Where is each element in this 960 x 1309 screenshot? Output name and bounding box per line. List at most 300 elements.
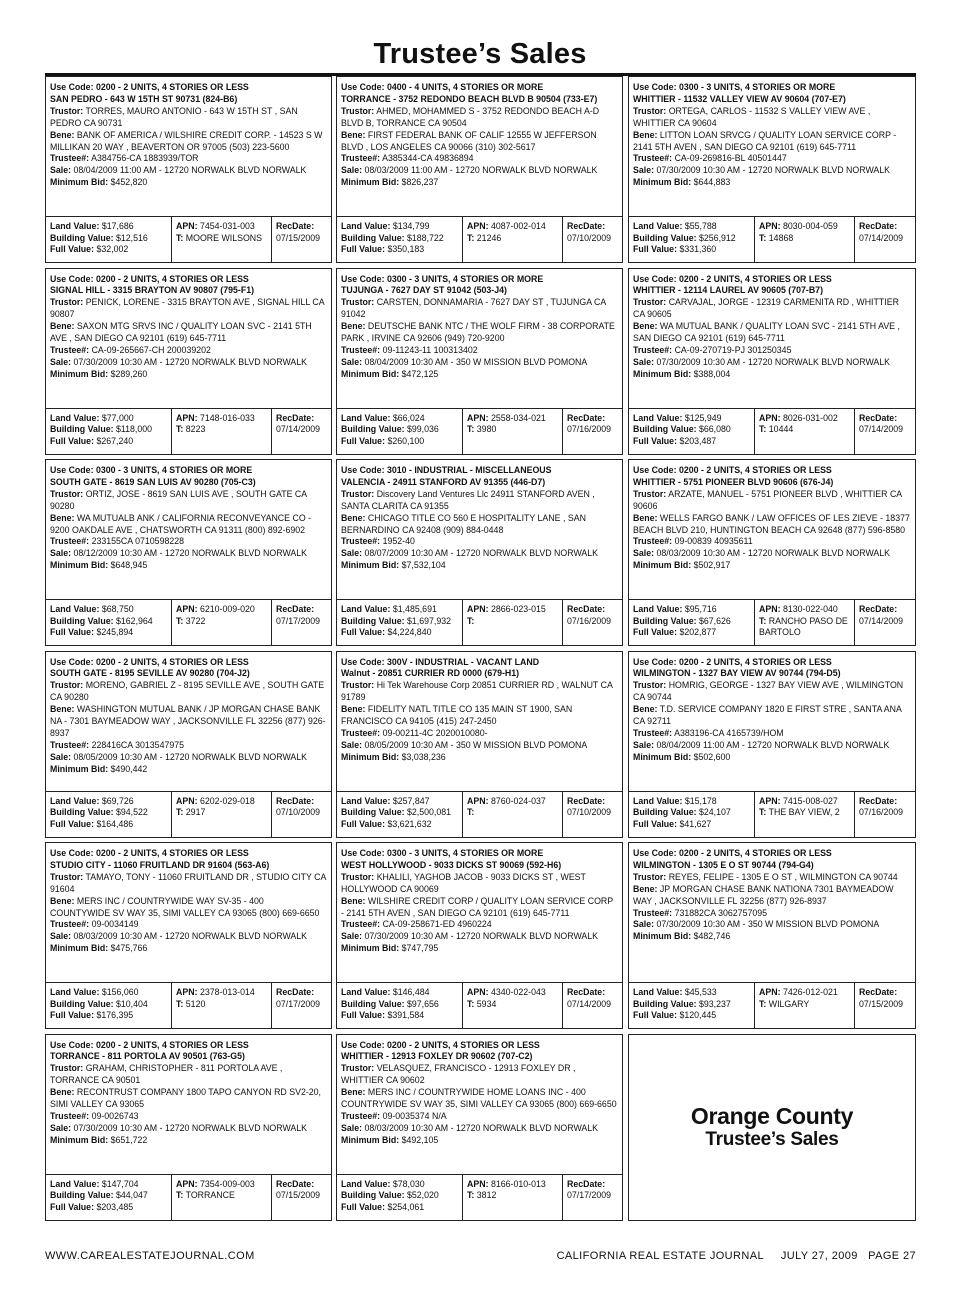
tract-label: T: — [467, 807, 475, 817]
trustor — [633, 489, 910, 513]
land-value-value: $125,949 — [684, 412, 722, 423]
minimum-bid-label: Minimum Bid: — [341, 1134, 400, 1145]
sale-info — [341, 931, 617, 943]
minimum-bid-label: Minimum Bid: — [50, 177, 109, 188]
full-value — [50, 436, 168, 448]
trustor-label: Trustor: — [633, 871, 667, 882]
tract — [467, 233, 559, 245]
full-value-label: Full Value: — [341, 244, 385, 254]
trustee-number-label: Trustee#: — [50, 344, 90, 355]
sale-info-value: 07/30/2009 10:30 AM - 12720 NORWALK BLVD NORWALK — [73, 1122, 308, 1133]
minimum-bid-label: Minimum Bid: — [633, 751, 692, 762]
beneficiary — [633, 704, 910, 728]
trustor-label: Trustor: — [341, 1063, 375, 1074]
apn-column — [171, 217, 271, 262]
sale-info-value: 08/03/2009 10:30 AM - 12720 NORWALK BLVD NORWALK — [73, 931, 308, 942]
recdate-value: 07/15/2009 — [276, 1190, 321, 1200]
trustee-number — [341, 1111, 617, 1123]
trustor-label: Trustor: — [50, 680, 84, 691]
tract — [176, 233, 268, 245]
trustee-number — [633, 908, 910, 920]
building-value — [633, 424, 751, 436]
apn-label: APN: — [176, 795, 198, 806]
trustee-number-value: 1952-40 — [382, 536, 415, 547]
sale-info — [633, 919, 910, 931]
recdate-value: 07/17/2009 — [567, 1190, 612, 1200]
land-value — [633, 413, 751, 425]
recdate-value: 07/16/2009 — [859, 807, 904, 817]
trustor — [633, 680, 910, 704]
land-value-value: $78,030 — [392, 1178, 425, 1189]
values-column — [46, 600, 171, 645]
valuation-strip — [337, 791, 622, 837]
land-value-label: Land Value: — [633, 795, 683, 806]
apn — [176, 796, 268, 808]
property-address: VALENCIA - 24911 STANFORD AV 91355 (446-D7) — [341, 476, 546, 487]
building-value-value: $24,107 — [699, 807, 731, 817]
beneficiary-value: DEUTSCHE BANK NTC / THE WOLF FIRM - 38 CORPORATE PARK , IRVINE CA 92606 (949) 720-9200 — [341, 321, 615, 344]
beneficiary-value: FIRST FEDERAL BANK OF CALIF 12555 W JEFFERSON BLVD , LOS ANGELES CA 90066 (310) 302-5617 — [341, 129, 597, 152]
minimum-bid-value: $472,125 — [401, 368, 439, 379]
trustee-number-value: A384756-CA 1883939/TOR — [91, 153, 199, 164]
trustee-number — [341, 153, 617, 165]
tract — [467, 999, 559, 1011]
beneficiary-label: Bene: — [341, 895, 366, 906]
trustor-value: TORRES, MAURO ANTONIO - 643 W 15TH ST , SAN PEDRO CA 90731 — [50, 105, 298, 128]
beneficiary-value: SAXON MTG SRVS INC / QUALITY LOAN SVC - 2141 5TH AVE , SAN DIEGO CA 92101 (619) 645-7711 — [50, 321, 312, 344]
recdate-column — [854, 792, 915, 837]
promo-text — [629, 1103, 915, 1151]
property-address: SOUTH GATE - 8619 SAN LUIS AV 90280 (705-C3) — [50, 476, 256, 487]
tract — [467, 1190, 559, 1202]
trustor-label: Trustor: — [341, 105, 375, 116]
land-value — [50, 796, 168, 808]
sale-info-value: 08/05/2009 10:30 AM - 12720 NORWALK BLVD NORWALK — [73, 751, 308, 762]
property-address: WEST HOLLYWOOD - 9033 DICKS ST 90069 (592-H6) — [341, 859, 562, 870]
minimum-bid-label: Minimum Bid: — [633, 368, 692, 379]
listing-body — [50, 82, 326, 189]
apn — [467, 413, 559, 425]
recdate-value: 07/10/2009 — [567, 232, 612, 243]
sale-info — [633, 165, 910, 177]
land-value-label: Land Value: — [50, 1178, 100, 1189]
recdate-label: RecDate: — [567, 412, 606, 423]
apn — [467, 604, 559, 616]
full-value-label: Full Value: — [341, 818, 385, 829]
full-value-value: $3,621,632 — [387, 818, 432, 829]
building-value — [633, 807, 751, 819]
minimum-bid-label: Minimum Bid: — [50, 763, 109, 774]
trustor-value: MORENO, GABRIEL Z - 8195 SEVILLE AVE , SOUTH GATE CA 90280 — [50, 680, 325, 703]
use-code: Use Code: 0200 - 2 UNITS, 4 STORIES OR LESS — [633, 465, 832, 475]
property-address: WHITTIER - 5751 PIONEER BLVD 90606 (676-J4) — [633, 476, 834, 487]
minimum-bid — [50, 943, 326, 955]
sale-info-label: Sale: — [341, 931, 363, 942]
land-value-value: $156,060 — [101, 987, 139, 997]
trustor — [341, 489, 617, 513]
sale-info-value: 08/04/2009 11:00 AM - 12720 NORWALK BLVD NORWALK — [656, 739, 890, 750]
tract — [176, 999, 268, 1011]
tract-value: THE BAY VIEW, 2 — [768, 807, 840, 817]
land-value-value: $77,000 — [101, 412, 134, 423]
apn-label: APN: — [759, 221, 781, 231]
apn — [759, 413, 851, 425]
building-value-label: Building Value: — [633, 807, 697, 817]
beneficiary — [50, 704, 326, 740]
sale-info-label: Sale: — [341, 1122, 363, 1133]
use-code: Use Code: 0200 - 2 UNITS, 4 STORIES OR LESS — [633, 273, 832, 284]
minimum-bid-value: $502,917 — [693, 560, 731, 571]
trustee-number — [341, 536, 617, 548]
building-value-label: Building Value: — [50, 998, 114, 1009]
values-column — [337, 409, 462, 454]
listing-body — [341, 1040, 617, 1147]
land-value-label: Land Value: — [341, 221, 391, 231]
apn — [467, 1179, 559, 1191]
trustee-number-label: Trustee#: — [633, 727, 673, 738]
tract-value: WILGARY — [768, 998, 810, 1009]
full-value-value: $203,485 — [96, 1201, 134, 1212]
footer-publication: CALIFORNIA REAL ESTATE JOURNAL JULY 27, 2009 PAGE 27 — [556, 1250, 916, 1262]
beneficiary-label: Bene: — [50, 895, 75, 906]
minimum-bid-label: Minimum Bid: — [633, 560, 692, 571]
trustor-value: HOMRIG, GEORGE - 1327 BAY VIEW AVE , WILMINGTON CA 90744 — [633, 680, 904, 703]
trustee-number-label: Trustee#: — [341, 344, 381, 355]
sale-info-value: 07/30/2009 10:30 AM - 12720 NORWALK BLVD NORWALK — [656, 356, 891, 367]
minimum-bid-value: $452,820 — [110, 177, 148, 188]
tract-label: T: — [176, 807, 184, 817]
building-value — [633, 616, 751, 628]
building-value-label: Building Value: — [341, 615, 405, 626]
building-value-value: $12,516 — [116, 232, 148, 243]
trustee-number-value: 09-00211-4C 2020010080- — [382, 727, 488, 738]
tract-value: 2917 — [185, 807, 206, 817]
trustor-value: ORTEGA, CARLOS - 11532 S VALLEY VIEW AVE , WHITTIER CA 90604 — [633, 105, 871, 128]
beneficiary-label: Bene: — [50, 704, 75, 715]
tract-value: 3980 — [476, 424, 497, 434]
values-column — [629, 983, 754, 1028]
use-code: Use Code: 0200 - 2 UNITS, 4 STORIES OR LESS — [633, 656, 832, 667]
valuation-strip — [629, 599, 915, 645]
recdate-label: RecDate: — [859, 987, 898, 997]
apn-column — [754, 792, 854, 837]
full-value — [341, 1010, 459, 1022]
tract-label: T: — [759, 232, 767, 243]
sale-info-label: Sale: — [633, 739, 655, 750]
trustee-number-label: Trustee#: — [50, 536, 90, 547]
land-value-label: Land Value: — [341, 795, 391, 806]
trustor — [633, 872, 910, 884]
full-value — [341, 627, 459, 639]
sale-info-label: Sale: — [341, 165, 363, 176]
recdate-label: RecDate: — [567, 221, 606, 231]
minimum-bid — [633, 369, 910, 381]
beneficiary — [50, 321, 326, 345]
recdate-column — [271, 600, 331, 645]
building-value-value: $2,500,081 — [407, 807, 452, 817]
apn-label: APN: — [759, 795, 781, 806]
full-value — [341, 819, 459, 831]
full-value-value: $350,183 — [387, 244, 425, 254]
sale-info — [341, 357, 617, 369]
apn-column — [462, 792, 562, 837]
land-value-label: Land Value: — [633, 987, 683, 997]
building-value-label: Building Value: — [341, 807, 405, 817]
building-value-label: Building Value: — [50, 807, 114, 817]
use-code: Use Code: 0200 - 2 UNITS, 4 STORIES OR LESS — [50, 82, 249, 92]
tract — [176, 424, 268, 436]
sale-info-value: 07/30/2009 10:30 AM - 12720 NORWALK BLVD NORWALK — [364, 931, 599, 942]
beneficiary — [633, 130, 910, 154]
trustee-number-label: Trustee#: — [341, 153, 381, 164]
property-address: Walnut - 20851 CURRIER RD 0000 (679-H1) — [341, 668, 520, 679]
land-value — [341, 221, 459, 233]
use-code: Use Code: 0200 - 2 UNITS, 4 STORIES OR LESS — [341, 1039, 540, 1050]
minimum-bid — [633, 931, 910, 943]
sale-info — [341, 165, 617, 177]
listing-card — [628, 76, 916, 263]
sale-info — [341, 548, 617, 560]
property-address: TORRANCE - 3752 REDONDO BEACH BLVD B 90504 (733-E7) — [341, 93, 598, 104]
recdate-column — [854, 409, 915, 454]
minimum-bid-value: $388,004 — [693, 368, 731, 379]
tract-value: 3812 — [476, 1190, 497, 1200]
listing-body — [633, 82, 910, 189]
valuation-strip — [629, 408, 915, 454]
land-value — [633, 987, 751, 999]
apn-value: 7415-008-027 — [782, 795, 838, 806]
trustee-number — [633, 536, 910, 548]
listing-card — [628, 268, 916, 455]
listing-card — [45, 268, 332, 455]
apn — [759, 796, 851, 808]
sale-info-label: Sale: — [50, 931, 72, 942]
full-value — [633, 244, 751, 256]
full-value-label: Full Value: — [50, 435, 94, 446]
sale-info-value: 07/30/2009 10:30 AM - 12720 NORWALK BLVD NORWALK — [656, 165, 891, 176]
apn-label: APN: — [467, 1178, 489, 1189]
sale-info-label: Sale: — [50, 165, 72, 176]
sale-info-label: Sale: — [633, 356, 655, 367]
valuation-strip — [337, 599, 622, 645]
sale-info-label: Sale: — [341, 739, 363, 750]
tract — [759, 424, 851, 436]
tract-label: T: — [176, 1190, 184, 1200]
trustor-value: Discovery Land Ventures Llc 24911 STANFORD AVEN , SANTA CLARITA CA 91355 — [341, 488, 595, 511]
land-value-label: Land Value: — [341, 604, 391, 614]
beneficiary-label: Bene: — [633, 704, 658, 715]
apn-value: 8030-004-059 — [782, 221, 838, 231]
apn-column — [462, 600, 562, 645]
values-column — [337, 792, 462, 837]
recdate-label: RecDate: — [276, 412, 315, 423]
apn — [176, 413, 268, 425]
tract-value: TORRANCE — [185, 1190, 235, 1200]
orange-county-promo[interactable] — [628, 1034, 916, 1221]
sale-info — [50, 752, 326, 764]
full-value-value: $4,224,840 — [387, 627, 432, 637]
tract-label: T: — [467, 424, 475, 434]
beneficiary-value: WELLS FARGO BANK / LAW OFFICES OF LES ZIEVE - 18377 BEACH BLVD 210, HUNTINGTON BEACH CA 92648 (877) 596-8580 — [633, 512, 910, 535]
building-value — [50, 616, 168, 628]
tract — [759, 233, 851, 245]
building-value-value: $1,697,932 — [407, 615, 452, 626]
trustee-number-value: A385344-CA 49836894 — [382, 153, 474, 164]
full-value-label: Full Value: — [633, 1010, 677, 1020]
building-value — [50, 999, 168, 1011]
full-value — [50, 819, 168, 831]
recdate-label: RecDate: — [276, 604, 315, 614]
recdate-value: 07/14/2009 — [567, 998, 612, 1009]
sale-info-value: 08/07/2009 10:30 AM - 12720 NORWALK BLVD NORWALK — [364, 548, 599, 559]
trustee-number-label: Trustee#: — [341, 1110, 381, 1121]
apn-label: APN: — [176, 604, 198, 614]
listing-body — [341, 274, 617, 381]
recdate-label: RecDate: — [567, 604, 606, 614]
land-value-label: Land Value: — [50, 987, 100, 997]
full-value-value: $41,627 — [679, 818, 712, 829]
beneficiary-label: Bene: — [341, 321, 366, 332]
trustor-value: ORTIZ, JOSE - 8619 SAN LUIS AVE , SOUTH GATE CA 90280 — [50, 488, 307, 511]
recdate-value: 07/17/2009 — [276, 998, 321, 1009]
listing-card — [628, 459, 916, 646]
minimum-bid-value: $7,532,104 — [401, 560, 446, 571]
apn-column — [754, 217, 854, 262]
property-address: WILMINGTON - 1305 E O ST 90744 (794-G4) — [633, 859, 814, 870]
property-address: WHITTIER - 12114 LAUREL AV 90605 (707-B7) — [633, 285, 824, 296]
apn-column — [171, 409, 271, 454]
sale-info-label: Sale: — [50, 356, 72, 367]
full-value — [50, 1202, 168, 1214]
building-value — [341, 807, 459, 819]
building-value — [341, 424, 459, 436]
land-value-label: Land Value: — [341, 1178, 391, 1189]
beneficiary — [633, 884, 910, 908]
minimum-bid — [50, 764, 326, 776]
trustee-number — [50, 345, 326, 357]
full-value-label: Full Value: — [633, 435, 677, 446]
values-column — [337, 600, 462, 645]
use-code: Use Code: 0400 - 4 UNITS, 4 STORIES OR MORE — [341, 82, 544, 92]
building-value — [633, 999, 751, 1011]
valuation-strip — [629, 216, 915, 262]
building-value — [50, 233, 168, 245]
apn-label: APN: — [467, 221, 489, 231]
property-address: TUJUNGA - 7627 DAY ST 91042 (503-J4) — [341, 285, 507, 296]
apn-value: 7148-016-033 — [199, 412, 255, 423]
recdate-label: RecDate: — [859, 795, 898, 806]
full-value-label: Full Value: — [341, 1010, 385, 1020]
trustor — [50, 489, 326, 513]
apn-column — [171, 792, 271, 837]
beneficiary-value: WA MUTUAL BANK / QUALITY LOAN SVC - 2141 5TH AVE , SAN DIEGO CA 92101 (619) 645-7711 — [633, 321, 900, 344]
use-code: Use Code: 0300 - 3 UNITS, 4 STORIES OR MORE — [341, 848, 544, 858]
recdate-column — [562, 409, 622, 454]
tract-label: T: — [759, 998, 767, 1009]
sale-info-label: Sale: — [50, 751, 72, 762]
sale-info-value: 07/30/2009 10:30 AM - 350 W MISSION BLVD POMONA — [656, 919, 880, 930]
building-value-label: Building Value: — [50, 615, 114, 626]
sale-info-label: Sale: — [50, 548, 72, 559]
promo-line-2: Trustee’s Sales — [705, 1128, 839, 1150]
beneficiary — [341, 321, 617, 345]
beneficiary — [341, 130, 617, 154]
minimum-bid — [50, 369, 326, 381]
building-value-label: Building Value: — [341, 232, 405, 243]
values-column — [337, 217, 462, 262]
apn-label: APN: — [759, 987, 781, 997]
minimum-bid-value: $644,883 — [693, 177, 731, 188]
apn — [176, 221, 268, 233]
building-value — [633, 233, 751, 245]
trustee-number — [50, 153, 326, 165]
tract-value: 10444 — [768, 424, 794, 434]
building-value — [341, 999, 459, 1011]
trustee-number — [50, 1111, 326, 1123]
minimum-bid — [633, 752, 910, 764]
recdate-column — [854, 983, 915, 1028]
minimum-bid — [341, 177, 617, 189]
sale-info — [50, 357, 326, 369]
beneficiary-value: JP MORGAN CHASE BANK NATIONA 7301 BAYMEADOW WAY , JACKSONVILLE FL 32256 (877) 926-8937 — [633, 883, 894, 906]
trustor — [341, 1063, 617, 1087]
recdate-label: RecDate: — [567, 795, 606, 806]
values-column — [337, 983, 462, 1028]
recdate-label: RecDate: — [859, 221, 898, 231]
beneficiary-label: Bene: — [633, 321, 658, 332]
property-address: SIGNAL HILL - 3315 BRAYTON AV 90807 (795-F1) — [50, 285, 255, 296]
apn-column — [462, 1175, 562, 1220]
minimum-bid — [341, 1135, 617, 1147]
trustee-number-value: CA-09-258671-ED 4960224 — [382, 919, 492, 930]
listing-body — [341, 465, 617, 572]
use-code: Use Code: 300V - INDUSTRIAL - VACANT LAND — [341, 656, 540, 667]
land-value-value: $257,847 — [392, 795, 430, 806]
land-value-value: $66,024 — [392, 412, 425, 423]
trustee-number — [50, 536, 326, 548]
minimum-bid-label: Minimum Bid: — [341, 177, 400, 188]
land-value — [341, 987, 459, 999]
trustor-label: Trustor: — [633, 488, 667, 499]
sale-info-label: Sale: — [341, 356, 363, 367]
beneficiary-value: T.D. SERVICE COMPANY 1820 E FIRST STRE , SANTA ANA CA 92711 — [633, 704, 902, 727]
recdate-value: 07/16/2009 — [567, 615, 612, 626]
footer-website: WWW.CAREALESTATEJOURNAL.COM — [45, 1250, 255, 1262]
minimum-bid-label: Minimum Bid: — [50, 560, 109, 571]
use-code: Use Code: 0200 - 2 UNITS, 4 STORIES OR LESS — [50, 656, 249, 667]
sale-info-label: Sale: — [633, 919, 655, 930]
trustor-label: Trustor: — [633, 680, 667, 691]
listing-body — [50, 657, 326, 776]
listing-card — [45, 1034, 332, 1221]
land-value — [341, 413, 459, 425]
apn — [759, 221, 851, 233]
building-value-label: Building Value: — [50, 1190, 114, 1200]
minimum-bid-label: Minimum Bid: — [341, 368, 400, 379]
apn-column — [462, 217, 562, 262]
values-column — [46, 1175, 171, 1220]
tract — [467, 807, 559, 819]
values-column — [337, 1175, 462, 1220]
building-value-value: $66,080 — [699, 424, 731, 434]
minimum-bid-label: Minimum Bid: — [633, 177, 692, 188]
values-column — [629, 792, 754, 837]
full-value — [341, 244, 459, 256]
tract — [759, 999, 851, 1011]
building-value-value: $118,000 — [116, 424, 153, 434]
listing-card — [45, 459, 332, 646]
beneficiary-label: Bene: — [341, 1087, 366, 1098]
